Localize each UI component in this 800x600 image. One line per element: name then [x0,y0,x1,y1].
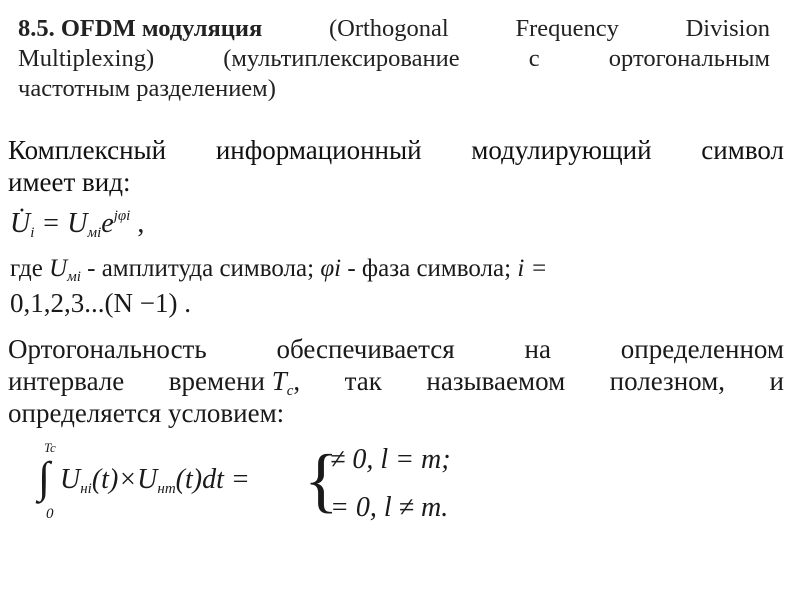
integrand-mid: (t)×U [91,464,158,495]
word: модулирующий [471,135,652,165]
paragraph-2-line-1 [8,333,784,365]
formula-u-subscript: мi [87,225,102,241]
paragraph-2 [8,333,784,429]
symbol-formula [10,208,144,242]
integral-expression [60,464,250,498]
integrand-u1: U [60,464,81,495]
index-range: 0,1,2,3...(N −1) . [10,288,191,318]
integrand-u2-subscript: нm [157,481,176,497]
paragraph-1-line-2: имеет вид: [8,167,131,197]
title-word: (мультиплексирование [223,45,460,72]
amplitude-symbol: U [49,255,68,282]
orthogonality-formula [38,440,518,530]
title-line-3: частотным разделением) [18,75,276,102]
left-brace-icon: { [304,440,339,520]
title-word: Division [685,15,770,42]
integral-lower-limit: 0 [46,506,54,522]
section-title [18,14,770,104]
integral-upper-limit: Tc [44,440,56,455]
paragraph-1-line-1 [8,134,784,166]
word: и [769,366,784,396]
integral-sign-icon: ∫ [38,453,51,502]
formula-lhs-subscript: i [30,225,35,241]
word: времени $T_c$, [168,366,301,399]
where-line [10,255,547,286]
word: интервале [8,366,125,396]
interval-subscript: c [286,383,294,399]
title-word: Multiplexing) [18,45,155,72]
integrand-u1-subscript: нi [80,481,92,497]
formula-eq: = U [34,208,88,239]
amplitude-text: - амплитуда символа; [80,255,321,282]
word: Комплексный [8,135,167,165]
word: полезном, [609,366,725,396]
interval-symbol: T [271,366,287,396]
index-symbol: i = [517,255,548,282]
word: называемом [426,366,566,396]
formula-exponent: jφi [113,208,131,224]
amplitude-subscript: мi [67,269,81,285]
phase-symbol: φi [320,255,342,282]
title-line-1 [18,14,770,44]
title-word: Frequency [515,15,619,42]
paragraph-1 [8,134,784,198]
section-number: 8.5. OFDM модуляция [18,15,263,42]
word: на [524,334,551,364]
formula-exp-base: e [101,208,114,239]
word: так [344,366,382,396]
word: информационный [215,135,422,165]
word: символ [701,135,784,165]
title-word: ортогональным [608,45,770,72]
title-word: с [528,45,540,72]
word: обеспечивается [276,334,455,364]
case-not-equal: = 0, l ≠ m. [330,492,449,523]
case-equal: ≠ 0, l = m; [330,444,451,475]
title-word: (Orthogonal [328,15,449,42]
formula-lhs: U̇ [10,208,31,239]
formula-tail: , [130,208,145,239]
phase-text: - фаза символа; [341,255,518,282]
word: определенном [620,334,784,364]
paragraph-2-line-3: определяется условием: [8,398,285,428]
integrand-end: (t)dt = [175,464,250,495]
word: времени [168,366,265,396]
paragraph-2-line-2 [8,365,784,397]
where-prefix: где [10,255,50,282]
title-line-2 [18,44,770,74]
word: Ортогональность [8,334,207,364]
